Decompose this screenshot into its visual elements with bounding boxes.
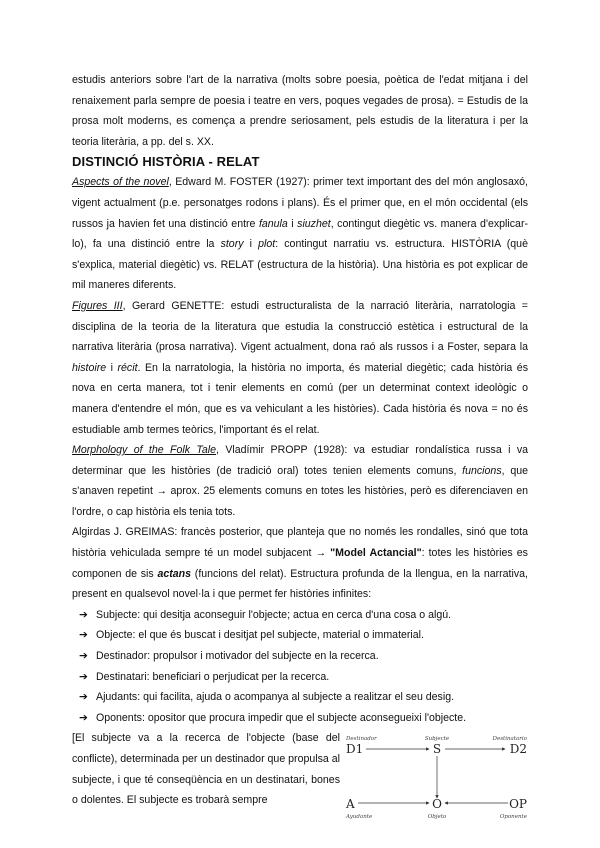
actantial-diagram-svg <box>344 732 529 822</box>
arrow-bullet-icon: ➔ <box>79 711 88 724</box>
d2-node: D2 <box>509 742 527 757</box>
document-body <box>72 70 529 821</box>
genette-book-title: Figures III <box>72 299 123 312</box>
list-item <box>79 625 528 646</box>
section-heading: DISTINCIÓ HISTÒRIA - RELAT <box>72 154 260 170</box>
destinador-caption: Destinador <box>346 736 377 743</box>
destinatario-caption: Destinatario <box>492 736 527 743</box>
term-histoire: histoire <box>72 361 107 374</box>
term-plot: plot <box>258 238 276 251</box>
list-item-text: Objecte: el que és buscat i desitjat pel subjecte, material o immaterial. <box>96 629 424 642</box>
arrow-bullet-icon: ➔ <box>79 691 88 704</box>
term-actans: actans <box>157 567 192 580</box>
forster-text-2: i <box>287 217 298 230</box>
forster-paragraph <box>72 172 528 296</box>
greimas-text-3: (funcions del relat). Estructura profunda de la llengua, en la narrativa, present en qualsevol novel·la i que permet fer històries infinites: <box>72 567 528 601</box>
forster-book-title: Aspects of the novel <box>72 176 169 189</box>
final-section <box>72 728 528 821</box>
list-item <box>79 687 528 708</box>
actants-list <box>72 605 528 729</box>
genette-text-3: . En la narratologia, la història no importa, és material diegètic; cada història és nova en certa manera, tot i tenir elements en comú (per un determinat context ideològic o manera d'entendre el món, que es va vehiculant a les històries). Cada història és nova = no és estudiable amb termes teòrics, l'important és el relat. <box>72 361 528 436</box>
term-story: story <box>220 238 244 251</box>
list-item <box>79 667 528 688</box>
forster-text-1: , Edward M. FOSTER (1927): primer text important des del món anglosaxó, vigent actualment (p.e. personatges rodons i plans). És el primer que, en el món occidental (els russos ja havien fet una distinció entre <box>72 176 528 230</box>
list-item <box>79 646 528 667</box>
propp-paragraph <box>72 440 528 522</box>
propp-text-1: , Vladímir PROPP (1928): va estudiar rondalística russa i va determinar que les històries (de tradició oral) totes tenien elements comuns, <box>72 444 529 477</box>
term-siuzhet: siuzhet <box>297 217 331 230</box>
oponente-caption: Oponente <box>499 814 527 821</box>
d1-node: D1 <box>346 742 364 757</box>
greimas-text-2: : totes les històries es componen de sis <box>72 547 528 580</box>
op-node: OP <box>509 797 527 812</box>
arrow-bullet-icon: ➔ <box>79 608 88 621</box>
list-item-text: Destinador: propulsor i motivador del subjecte en la recerca. <box>96 650 379 663</box>
ayudante-caption: Ayudante <box>346 814 373 821</box>
objeto-caption: Objeto <box>427 814 447 821</box>
intro-paragraph: estudis anteriors sobre l'art de la narrativa (molts sobre poesia, poètica de l'edat mitjana i del renaixement parla sempre de poesia i teatre en vers, poques vegades de prosa). = Estudis de la prosa molt moderns, es comença a prendre seriosament, pels estudis de la literatura i per la teoria literària, a pp. del s. XX. <box>72 74 528 148</box>
s-node: S <box>432 742 442 757</box>
greimas-paragraph <box>72 522 528 604</box>
propp-book-title: Morphology of the Folk Tale <box>72 444 217 457</box>
list-item <box>79 605 528 626</box>
propp-text-2: , que s'anaven repetint → aprox. 25 elements comuns en totes les històries, però es diferenciaven en l'ordre, o cap història els tenia tots. <box>72 464 529 518</box>
o-node: O <box>432 797 442 812</box>
actantial-model-diagram <box>344 732 529 822</box>
greimas-text-1: Algirdas J. GREIMAS: francès posterior, que planteja que no només les rondalles, sinó que tota història vehiculada sempre té un model subjacent → <box>72 526 528 560</box>
term-recit: récit <box>117 361 138 374</box>
list-item-text: Ajudants: qui facilita, ajuda o acompanya al subjecte a realitzar el seu desig. <box>96 691 455 704</box>
subjecte-caption: Subjecte <box>424 736 450 743</box>
term-fanula: fanula <box>258 217 288 230</box>
forster-text-5: : contingut narratiu vs. estructura. HISTÒRIA (què s'explica, material diegètic) vs. RELAT (estructura de la història). Una història es pot explicar de mil maneres diferents. <box>72 238 528 292</box>
arrow-bullet-icon: ➔ <box>79 670 88 683</box>
model-actancial: "Model Actancial" <box>330 547 422 560</box>
final-paragraph: [El subjecte va a la recerca de l'objecte (base del conflicte), determinada per un destinador que propulsa al subjecte, i que té conseqüència en un destinatari, bones o dolentes. El subjecte es trobarà sempre <box>72 732 340 807</box>
forster-text-3: , contingut diegètic vs. manera d'explicar-lo), fa una distinció entre la <box>72 217 528 251</box>
list-item-text: Destinatari: beneficiari o perjudicat per la recerca. <box>96 670 330 683</box>
a-node: A <box>346 797 355 812</box>
genette-paragraph <box>72 296 528 440</box>
arrow-bullet-icon: ➔ <box>79 650 88 663</box>
list-item-text: Oponents: opositor que procura impedir que el subjecte aconsegueixi l'objecte. <box>96 711 467 724</box>
term-funcions: funcions <box>462 464 502 477</box>
forster-text-4: i <box>243 238 259 251</box>
list-item <box>79 708 528 729</box>
list-item-text: Subjecte: qui desitja aconseguir l'objecte; actua en cerca d'una cosa o algú. <box>96 608 452 621</box>
arrow-bullet-icon: ➔ <box>79 629 88 642</box>
genette-text-1: , Gerard GENETTE: estudi estructuralista de la narració literària, narratologia = disciplina de la teoria de la literatura que estudia la construcció estètica i estructural de la narrativa literària (prosa narrativa). Vigent actualment, dona raó als russos i a Foster, separa la <box>72 299 528 354</box>
genette-text-2: i <box>106 361 118 374</box>
